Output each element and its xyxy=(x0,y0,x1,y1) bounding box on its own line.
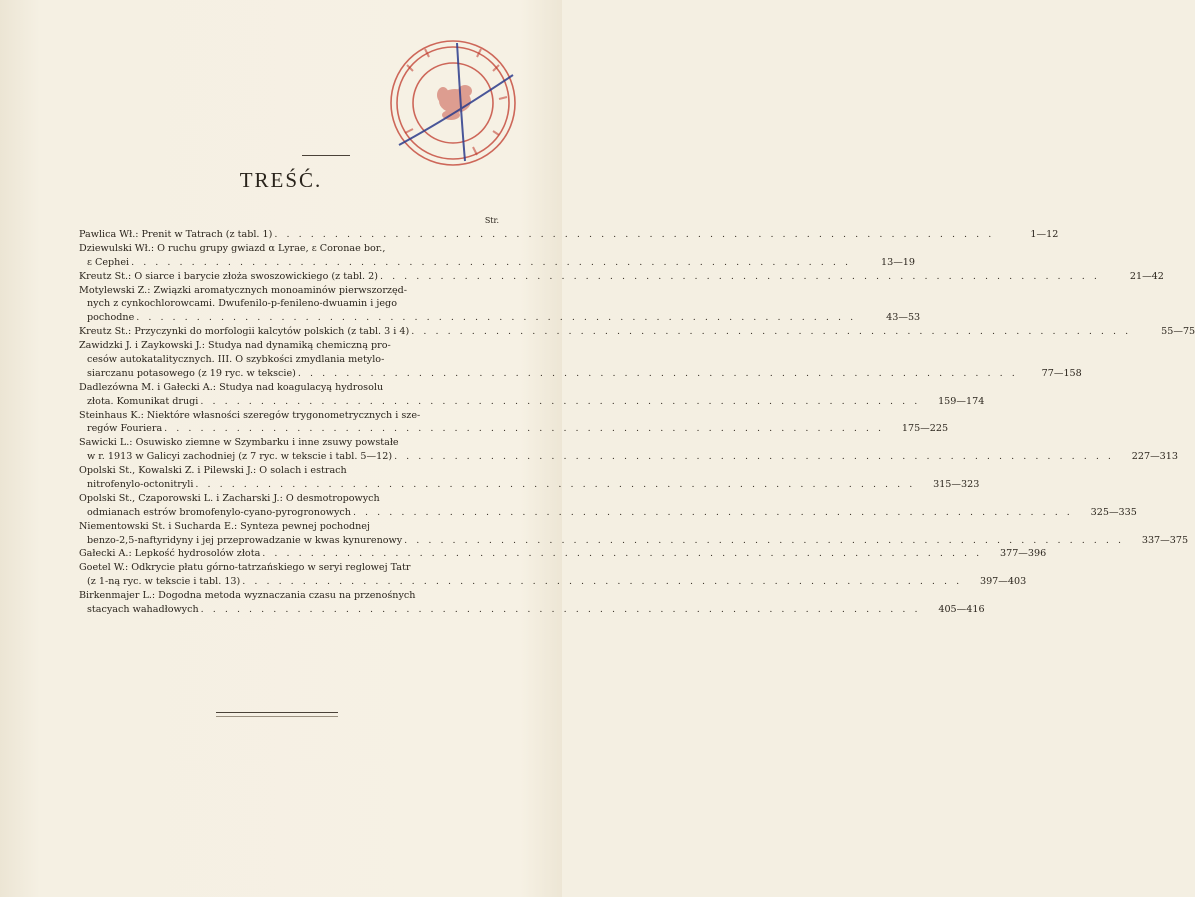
toc-leader-dots: . . . . . . . . . . . . . . . . . . . . . . . . . . . . . . . . . . . . . . . . . . . . . . . . . . . . . . . . . . . . xyxy=(164,423,885,435)
toc-line xyxy=(79,409,507,423)
toc-line xyxy=(79,506,1137,520)
toc-entry xyxy=(79,464,980,492)
toc-entry xyxy=(79,547,1047,561)
toc-line xyxy=(79,367,1082,381)
toc-page-range: 397—403 xyxy=(979,576,1027,588)
toc-entry-text: Goetel W.: Odkrycie płatu górno-tatrzańskiego w seryi reglowej Tatr xyxy=(79,562,411,574)
toc-line xyxy=(79,270,1164,284)
toc-page-range: 43—53 xyxy=(886,312,921,324)
toc-entry xyxy=(79,270,1164,284)
toc-line xyxy=(79,353,507,367)
toc-entry-text: cesów autokatalitycznych. III. O szybkości zmydlania metylo- xyxy=(87,354,385,366)
toc-leader-dots: . . . . . . . . . . . . . . . . . . . . . . . . . . . . . . . . . . . . . . . . . . . . . . . . . . . . . . . . . . . . xyxy=(297,367,1018,379)
page-column-header: Str. xyxy=(484,216,499,225)
toc-entry-text: regów Fouriera xyxy=(87,423,163,435)
toc-entry-text: siarczanu potasowego (z 19 ryc. w tekscie) xyxy=(87,367,296,379)
toc-line xyxy=(79,450,1178,464)
table-of-contents xyxy=(79,214,1195,617)
toc-entry xyxy=(79,589,985,617)
toc-entry-text: Pawlica Wł.: Prenit w Tatrach (z tabl. 1) xyxy=(79,229,273,240)
title-rule xyxy=(302,155,350,156)
toc-line xyxy=(79,436,507,450)
toc-page-range: 77—158 xyxy=(1041,367,1082,379)
toc-entry xyxy=(79,242,916,270)
toc-entry-text: Dadlezówna M. i Gałecki A.: Studya nad koagulacyą hydrosolu xyxy=(79,381,384,393)
toc-entry xyxy=(79,520,1189,548)
toc-line xyxy=(79,492,507,506)
toc-line xyxy=(79,256,916,270)
toc-line xyxy=(79,534,1189,548)
toc-line xyxy=(79,547,1047,561)
toc-line xyxy=(79,478,980,492)
toc-line xyxy=(79,589,507,603)
toc-page-range: 1—12 xyxy=(1030,229,1059,240)
toc-page-range: 175—225 xyxy=(901,423,949,435)
toc-line xyxy=(79,228,1059,242)
library-stamp-icon xyxy=(385,35,521,171)
toc-page-range: 227—313 xyxy=(1131,451,1178,463)
toc-page-range: 55—75 xyxy=(1161,326,1195,338)
toc-entry xyxy=(79,409,949,437)
toc-leader-dots: . . . . . . . . . . . . . . . . . . . . . . . . . . . . . . . . . . . . . . . . . . . . . . . . . . . . . . . . . . . . xyxy=(274,229,995,240)
closing-rule xyxy=(216,712,338,713)
toc-line xyxy=(79,520,507,534)
toc-page-range: 21—42 xyxy=(1129,270,1164,282)
toc-line xyxy=(79,297,507,311)
toc-entry xyxy=(79,228,1059,242)
toc-line xyxy=(79,339,507,353)
toc-line xyxy=(79,561,507,575)
toc-leader-dots: . . . . . . . . . . . . . . . . . . . . . . . . . . . . . . . . . . . . . . . . . . . . . . . . . . . . . . . . . . . . xyxy=(136,312,857,324)
toc-page-range: 377—396 xyxy=(999,548,1047,560)
toc-line xyxy=(79,422,949,436)
toc-entry-text: Sawicki L.: Osuwisko ziemne w Szymbarku i inne zsuwy powstałe xyxy=(79,437,399,449)
toc-entry-text: Kreutz St.: Przyczynki do morfologii kalcytów polskich (z tabl. 3 i 4) xyxy=(79,326,410,338)
toc-entry-text: (z 1-ną ryc. w tekscie i tabl. 13) xyxy=(87,576,241,588)
toc-entry-text: nych z cynkochlorowcami. Dwufenilo-p-fenileno-dwuamin i jego xyxy=(87,298,397,310)
page-title: TREŚĆ. xyxy=(239,168,323,192)
toc-entry-text: Motylewski Z.: Związki aromatycznych monoaminów pierwszorzęd- xyxy=(79,284,408,296)
closing-rule-secondary xyxy=(216,716,338,717)
toc-entry-text: benzo-2,5-naftyridyny i jej przeprowadzanie w kwas kynurenowy xyxy=(87,534,403,546)
toc-entry-text: Opolski St., Kowalski Z. i Pilewski J.: O solach i estrach xyxy=(79,465,347,477)
toc-leader-dots: . . . . . . . . . . . . . . . . . . . . . . . . . . . . . . . . . . . . . . . . . . . . . . . . . . . . . . . . . . . . xyxy=(195,479,916,491)
toc-entry-text: w r. 1913 w Galicyi zachodniej (z 7 ryc. w tekscie i tabl. 5—12) xyxy=(87,451,393,463)
toc-entry-text: Kreutz St.: O siarce i barycie złoża swoszowickiego (z tabl. 2) xyxy=(79,270,378,282)
toc-line xyxy=(79,311,921,325)
toc-line xyxy=(79,395,985,409)
toc-leader-dots: . . . . . . . . . . . . . . . . . . . . . . . . . . . . . . . . . . . . . . . . . . . . . . . . . . . . . . . . . . . . xyxy=(131,256,852,268)
toc-entry-text: Niementowski St. i Sucharda E.: Synteza pewnej pochodnej xyxy=(79,520,370,532)
toc-leader-dots: . . . . . . . . . . . . . . . . . . . . . . . . . . . . . . . . . . . . . . . . . . . . . . . . . . . . . . . . . . . . xyxy=(394,451,1114,463)
toc-page-range: 13—19 xyxy=(881,256,916,268)
toc-entry-text: Zawidzki J. i Zaykowski J.: Studya nad dynamiką chemiczną pro- xyxy=(79,340,391,352)
toc-page-range: 315—323 xyxy=(933,479,980,491)
toc-entry xyxy=(79,325,1195,339)
toc-leader-dots: . . . . . . . . . . . . . . . . . . . . . . . . . . . . . . . . . . . . . . . . . . . . . . . . . . . . . . . . . . . . xyxy=(411,326,1132,338)
toc-entry-text: nitrofenylo-octonitryli xyxy=(87,479,194,491)
toc-page-range: 405—416 xyxy=(938,604,985,616)
toc-leader-dots: . . . . . . . . . . . . . . . . . . . . . . . . . . . . . . . . . . . . . . . . . . . . . . . . . . . . . . . . . . . . xyxy=(404,534,1125,546)
toc-entry-text: pochodne xyxy=(87,312,135,324)
toc-line xyxy=(79,603,985,617)
toc-page-range: 159—174 xyxy=(938,395,985,407)
toc-entry-text: Gałecki A.: Lepkość hydrosolów złota xyxy=(79,548,261,560)
toc-page-range: 325—335 xyxy=(1090,506,1137,518)
toc-entry-text: Steinhaus K.: Niektóre własności szeregów trygonometrycznych i sze- xyxy=(79,409,421,421)
toc-leader-dots: . . . . . . . . . . . . . . . . . . . . . . . . . . . . . . . . . . . . . . . . . . . . . . . . . . . . . . . . . . . . xyxy=(352,506,1073,518)
toc-line xyxy=(79,325,1195,339)
toc-entry-text: Birkenmajer L.: Dogodna metoda wyznaczania czasu na przenośnych xyxy=(79,590,416,602)
toc-entry xyxy=(79,381,985,409)
toc-line xyxy=(79,464,507,478)
toc-entry-text: odmianach estrów bromofenylo-cyano-pyrogronowych xyxy=(87,506,351,518)
toc-entry xyxy=(79,436,1178,464)
toc-line xyxy=(79,284,507,298)
toc-line xyxy=(79,575,1027,589)
toc-entry-text: stacyach wahadłowych xyxy=(87,604,199,616)
toc-leader-dots: . . . . . . . . . . . . . . . . . . . . . . . . . . . . . . . . . . . . . . . . . . . . . . . . . . . . . . . . . . . . xyxy=(200,395,921,407)
toc-entry-text: Opolski St., Czaporowski L. i Zacharski J.: O desmotropowych xyxy=(79,492,380,504)
toc-page-range: 337—375 xyxy=(1141,534,1189,546)
toc-entry-text: ε Cephei xyxy=(87,256,130,268)
toc-leader-dots: . . . . . . . . . . . . . . . . . . . . . . . . . . . . . . . . . . . . . . . . . . . . . . . . . . . . . . . . . . . . xyxy=(262,548,983,560)
toc-entry xyxy=(79,561,1027,589)
toc-entry xyxy=(79,492,1137,520)
toc-entry xyxy=(79,339,1082,381)
toc-line xyxy=(79,381,507,395)
toc-line xyxy=(79,242,507,256)
toc-entry-text: Dziewulski Wł.: O ruchu grupy gwiazd α Lyrae, ε Coronae bor., xyxy=(79,242,386,254)
toc-leader-dots: . . . . . . . . . . . . . . . . . . . . . . . . . . . . . . . . . . . . . . . . . . . . . . . . . . . . . . . . . . . . xyxy=(200,604,921,616)
toc-entry-text: złota. Komunikat drugi xyxy=(87,395,199,407)
toc-leader-dots: . . . . . . . . . . . . . . . . . . . . . . . . . . . . . . . . . . . . . . . . . . . . . . . . . . . . . . . . . . . . xyxy=(379,270,1100,282)
toc-leader-dots: . . . . . . . . . . . . . . . . . . . . . . . . . . . . . . . . . . . . . . . . . . . . . . . . . . . . . . . . . . . . xyxy=(242,576,963,588)
toc-entry xyxy=(79,284,921,326)
